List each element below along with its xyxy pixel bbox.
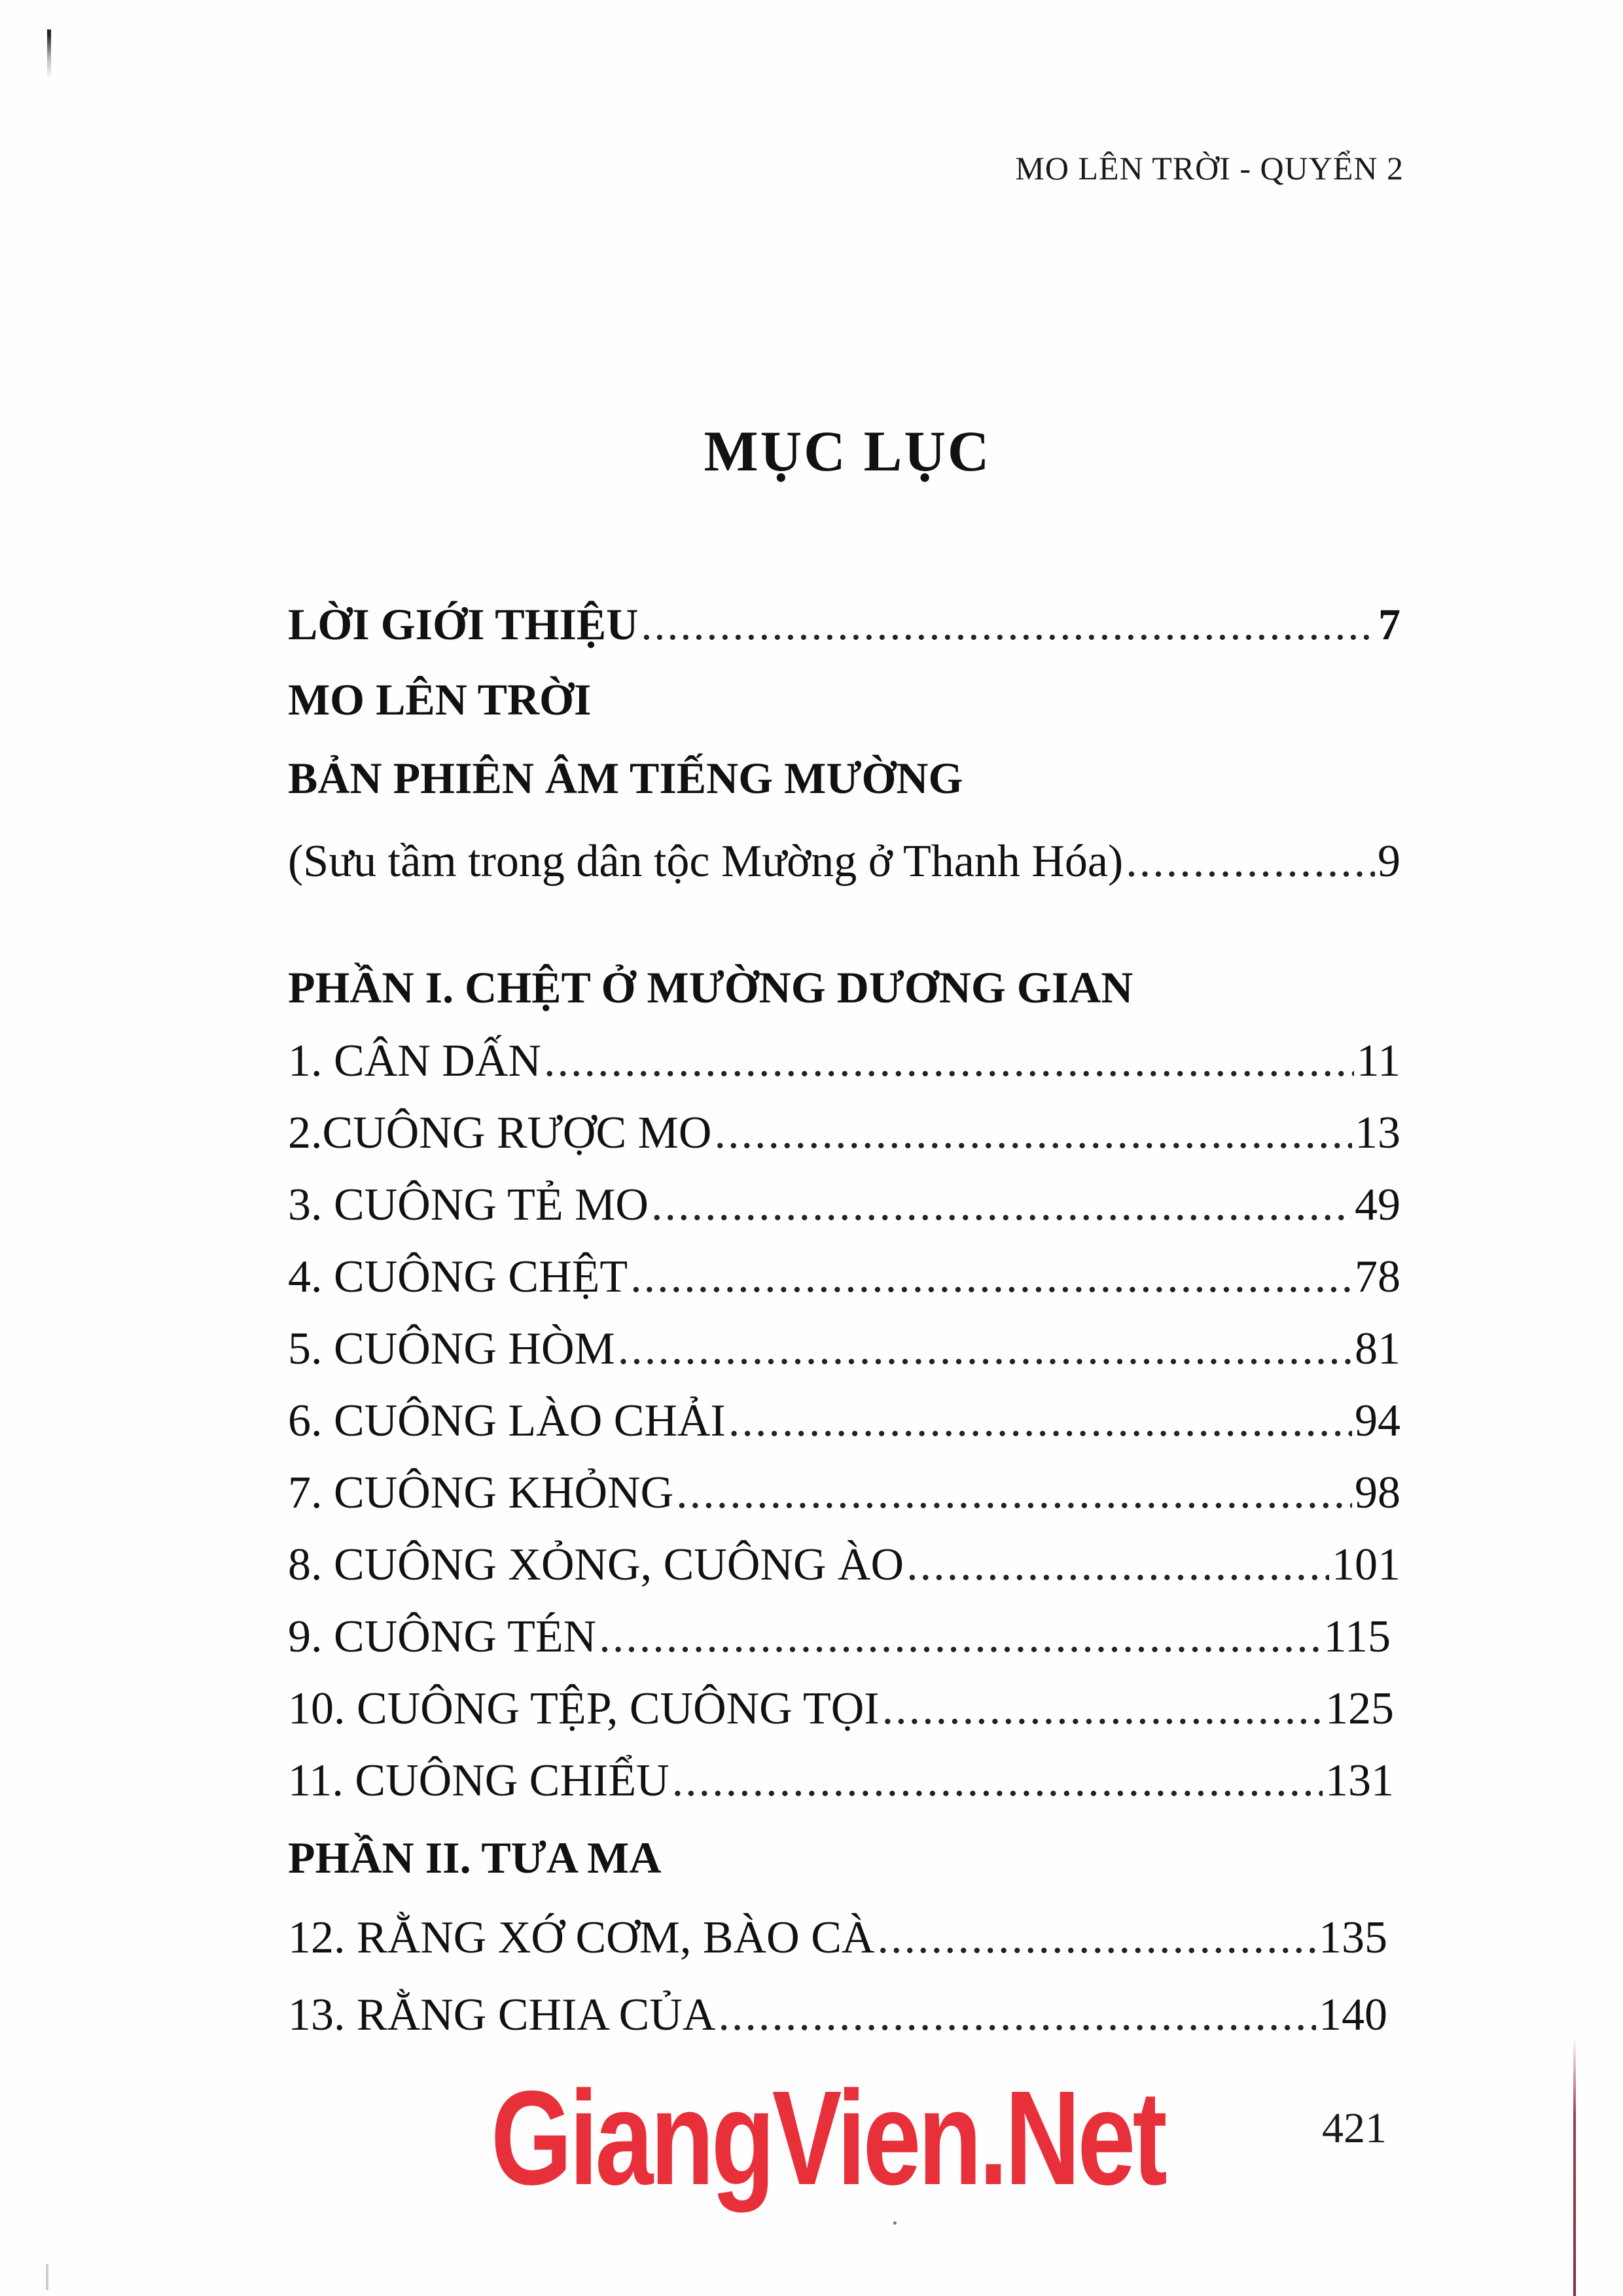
toc-book-title bbox=[288, 677, 591, 722]
toc-entry-label: (Sưu tầm trong dân tộc Mường ở Thanh Hóa) bbox=[288, 836, 1124, 887]
dot-leader bbox=[651, 1182, 1352, 1228]
toc-entry[interactable] bbox=[288, 1110, 1400, 1156]
toc-entry[interactable] bbox=[288, 1915, 1387, 1961]
toc-book-subtitle bbox=[288, 753, 963, 803]
toc-entry-label: 5. CUÔNG HÒM bbox=[288, 1324, 615, 1374]
toc-entry[interactable] bbox=[288, 1182, 1400, 1228]
toc-entry-label: 9. CUÔNG TÉN bbox=[288, 1612, 597, 1662]
toc-entry-label: 12. RẰNG XỚ CƠM, BÀO CÀ bbox=[288, 1913, 875, 1963]
toc-entry-page: 115 bbox=[1323, 1612, 1391, 1662]
toc-entry-page: 9 bbox=[1378, 836, 1400, 887]
dot-leader bbox=[728, 1398, 1352, 1444]
toc-entry[interactable] bbox=[288, 1470, 1400, 1516]
toc-entry[interactable] bbox=[288, 1398, 1400, 1444]
toc-entry-page: 125 bbox=[1325, 1684, 1394, 1734]
toc-entry-page: 81 bbox=[1355, 1324, 1400, 1374]
dot-leader bbox=[718, 1992, 1316, 2038]
toc-part-label: PHẦN I. CHỆT Ở MƯỜNG DƯƠNG GIAN bbox=[288, 963, 1133, 1012]
toc-entry-label: 3. CUÔNG TẺ MO bbox=[288, 1180, 649, 1230]
toc-entry-intro[interactable] bbox=[288, 599, 1400, 649]
toc-entry[interactable] bbox=[288, 1254, 1400, 1300]
toc-part-label: PHẦN II. TƯA MA bbox=[288, 1833, 662, 1882]
toc-entry-label: 10. CUÔNG TỆP, CUÔNG TỌI bbox=[288, 1684, 880, 1734]
dot-leader bbox=[882, 1686, 1323, 1732]
toc-entry[interactable] bbox=[288, 1326, 1400, 1372]
toc-entry[interactable] bbox=[288, 1992, 1387, 2038]
dot-leader bbox=[1126, 839, 1375, 885]
toc-entry-label: LỜI GIỚI THIỆU bbox=[288, 599, 639, 649]
toc-entry-page: 98 bbox=[1355, 1468, 1400, 1518]
toc-part-heading-1 bbox=[288, 965, 1133, 1010]
toc-entry-collected[interactable] bbox=[288, 836, 1400, 887]
toc-heading-label: BẢN PHIÊN ÂM TIẾNG MƯỜNG bbox=[288, 753, 963, 803]
toc-entry-page: 140 bbox=[1319, 1990, 1387, 2040]
scan-speck bbox=[893, 2221, 897, 2225]
toc-entry[interactable] bbox=[288, 1614, 1391, 1660]
toc-entry-page: 101 bbox=[1332, 1540, 1400, 1590]
toc-entry[interactable] bbox=[288, 1542, 1400, 1588]
dot-leader bbox=[544, 1038, 1354, 1084]
dot-leader bbox=[714, 1110, 1352, 1156]
toc-entry[interactable] bbox=[288, 1758, 1394, 1804]
toc-entry-label: 4. CUÔNG CHỆT bbox=[288, 1252, 628, 1302]
toc-entry-label: 2.CUÔNG RƯỢC MO bbox=[288, 1108, 712, 1158]
dot-leader bbox=[618, 1326, 1352, 1372]
toc-entry-label: 7. CUÔNG KHỎNG bbox=[288, 1468, 674, 1518]
dot-leader bbox=[906, 1542, 1329, 1588]
toc-entry-label: 11. CUÔNG CHIỂU bbox=[288, 1756, 669, 1806]
toc-entry-page: 135 bbox=[1319, 1913, 1387, 1963]
watermark-logo: GiangVien.Net bbox=[491, 2063, 1165, 2213]
page-title: MỤC LỤC bbox=[704, 420, 991, 484]
toc-entry-page: 94 bbox=[1355, 1396, 1400, 1446]
running-header: MO LÊN TRỜI - QUYỂN 2 bbox=[1015, 150, 1404, 186]
scan-artifact-mark bbox=[46, 2264, 48, 2290]
toc-heading-label: MO LÊN TRỜI bbox=[288, 675, 592, 724]
toc-entry-page: 11 bbox=[1356, 1036, 1400, 1086]
scan-artifact-mark bbox=[47, 29, 51, 79]
toc-entry[interactable] bbox=[288, 1038, 1400, 1084]
toc-entry-label: 8. CUÔNG XỎNG, CUÔNG ÀO bbox=[288, 1540, 904, 1590]
toc-entry-page: 131 bbox=[1325, 1756, 1394, 1806]
toc-part-heading-2 bbox=[288, 1835, 661, 1880]
dot-leader bbox=[676, 1470, 1352, 1516]
toc-entry-page: 78 bbox=[1355, 1252, 1400, 1302]
toc-entry[interactable] bbox=[288, 1686, 1394, 1732]
toc-entry-label: 13. RẰNG CHIA CỦA bbox=[288, 1990, 716, 2040]
toc-entry-label: 6. CUÔNG LÀO CHẢI bbox=[288, 1396, 726, 1446]
toc-entry-label: 1. CÂN DẤN bbox=[288, 1036, 541, 1086]
dot-leader bbox=[641, 602, 1376, 646]
toc-entry-page: 7 bbox=[1378, 599, 1400, 649]
toc-entry-page: 13 bbox=[1355, 1108, 1400, 1158]
dot-leader bbox=[630, 1254, 1352, 1300]
dot-leader bbox=[877, 1915, 1316, 1961]
page-edge-line bbox=[1573, 2038, 1576, 2296]
page-number: 421 bbox=[1322, 2104, 1387, 2152]
toc-entry-page: 49 bbox=[1355, 1180, 1400, 1230]
dot-leader bbox=[672, 1758, 1323, 1804]
dot-leader bbox=[599, 1614, 1321, 1660]
